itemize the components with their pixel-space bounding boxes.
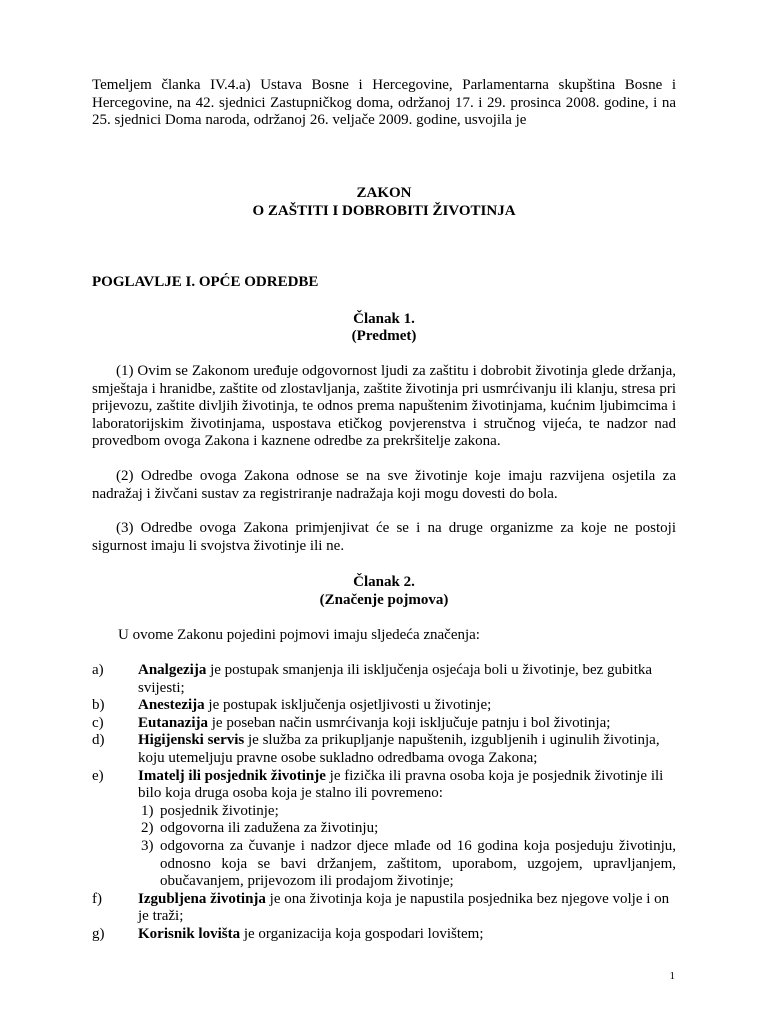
law-title-line-2: O ZAŠTITI I DOBROBITI ŽIVOTINJA: [252, 202, 516, 219]
list-marker: e): [92, 767, 104, 784]
definition-text: je organizacija koja gospodari lovištem;: [240, 926, 484, 942]
sub-list-marker: 3): [141, 838, 154, 855]
list-marker: a): [92, 662, 104, 679]
sub-item-text: odgovorna ili zadužena za životinju;: [160, 820, 379, 837]
article-1-subtitle: (Predmet): [351, 328, 417, 345]
article-1-paragraph-1: (1) Ovim se Zakonom uređuje odgovornost ljudi za zaštitu i dobrobit životinja glede držanja, smještaja i hranidbe, zaštite od zlostavljanja, zaštite životinja pri usmrćivanju ili klanju, stresa pri prijevozu, zaštite divljih životinja, te odnos prema napuštenim životinjama, kućnim ljubimcima i laboratorijskim životinjama, uspostava etičkog povjerenstva i stručnog vijeća, te nadzor nad provedbom ovoga Zakona i kaznene odredbe za prekršitelje zakona.: [92, 362, 677, 450]
defined-term: Higijenski servis: [138, 732, 245, 749]
article-2-title: Članak 2.: [353, 574, 415, 591]
defined-term: Korisnik lovišta: [138, 926, 241, 942]
list-item: [92, 697, 676, 715]
law-title: [92, 185, 676, 220]
article-2-intro: U ovome Zakonu pojedini pojmovi imaju sljedeća značenja:: [118, 626, 480, 643]
sub-list-item: [92, 803, 676, 821]
defined-term: Analgezija: [138, 662, 207, 679]
sub-item-text: posjednik životinje;: [160, 802, 279, 819]
defined-term: Eutanazija: [138, 714, 209, 731]
definition-text: je fizička ili pravna osoba koja je posjednik životinje ili bilo koja druga osoba koja je stalno ili povremeno:: [138, 767, 664, 802]
list-marker: f): [92, 890, 102, 907]
sub-list: [92, 803, 676, 891]
article-2-heading: [92, 574, 676, 609]
document-page: [92, 77, 676, 944]
definition-text: je poseban način usmrćivanja koji isključuje patnju i bol životinja;: [208, 714, 611, 731]
defined-term: Imatelj ili posjednik životinje: [138, 767, 326, 784]
article-2-subtitle: (Značenje pojmova): [319, 591, 449, 608]
sub-item-text: odgovorna za čuvanje i nadzor djece mlađe od 16 godina koja posjeduju životinju, odnosno koja se bavi držanjem, zaštitom, uporabom, uzgojem, upravljanjem, obučavanjem, prijevozom ili prodajom životinje;: [160, 838, 676, 890]
list-marker: b): [92, 697, 105, 714]
list-marker: c): [92, 714, 104, 731]
defined-term: Anestezija: [138, 697, 205, 714]
preamble: Temeljem članka IV.4.a) Ustava Bosne i Hercegovine, Parlamentarna skupština Bosne i Hercegovine, na 42. sjednici Zastupničkog doma, održanoj 17. i 29. prosinca 2008. godine, i na 25. sjednici Doma naroda, održanoj 26. veljače 2009. godine, usvojila je: [92, 77, 676, 129]
list-item: [92, 715, 676, 733]
list-item: [92, 926, 676, 944]
definition-text: je postupak smanjenja ili isključenja osjećaja boli u životinje, bez gubitka svijesti;: [138, 662, 653, 696]
list-item: [92, 662, 676, 697]
list-marker: d): [92, 732, 105, 749]
article-1-paragraph-3: (3) Odredbe ovoga Zakona primjenjivat će se i na druge organizme za koje ne postoji sigurnost imaju li svojstva životinje ili ne.: [92, 520, 676, 554]
chapter-heading: POGLAVLJE I. OPĆE ODREDBE: [92, 274, 319, 291]
article-1-paragraph-2: (2) Odredbe ovoga Zakona odnose se na sve životinje koje imaju razvijena osjetila za nadražaj i živčani sustav za registriranje nadražaja koji mogu dovesti do bola.: [92, 467, 676, 502]
list-item: [92, 768, 676, 891]
sub-list-marker: 1): [141, 802, 154, 819]
sub-list-item: [92, 820, 676, 838]
article-1-title: Članak 1.: [353, 310, 415, 327]
sub-list-marker: 2): [141, 820, 154, 837]
list-item: [92, 891, 676, 926]
definition-text: je ona životinja koja je napustila posjednika bez njegove volje i on je traži;: [138, 890, 670, 925]
sub-list-item: [92, 838, 676, 891]
defined-term: Izgubljena životinja: [138, 890, 266, 907]
list-marker: g): [92, 926, 105, 942]
definitions-list: [92, 662, 676, 944]
page-number: 1: [669, 970, 675, 982]
law-title-line-1: ZAKON: [356, 185, 412, 201]
definition-text: je postupak isključenja osjetljivosti u životinje;: [204, 697, 492, 714]
article-1-heading: [92, 311, 676, 346]
definition-text: je služba za prikupljanje napuštenih, izgubljenih i uginulih životinja, koju utemeljuju pravne osobe sukladno odredbama ovoga Zakona;: [138, 732, 660, 767]
list-item: [92, 732, 676, 767]
